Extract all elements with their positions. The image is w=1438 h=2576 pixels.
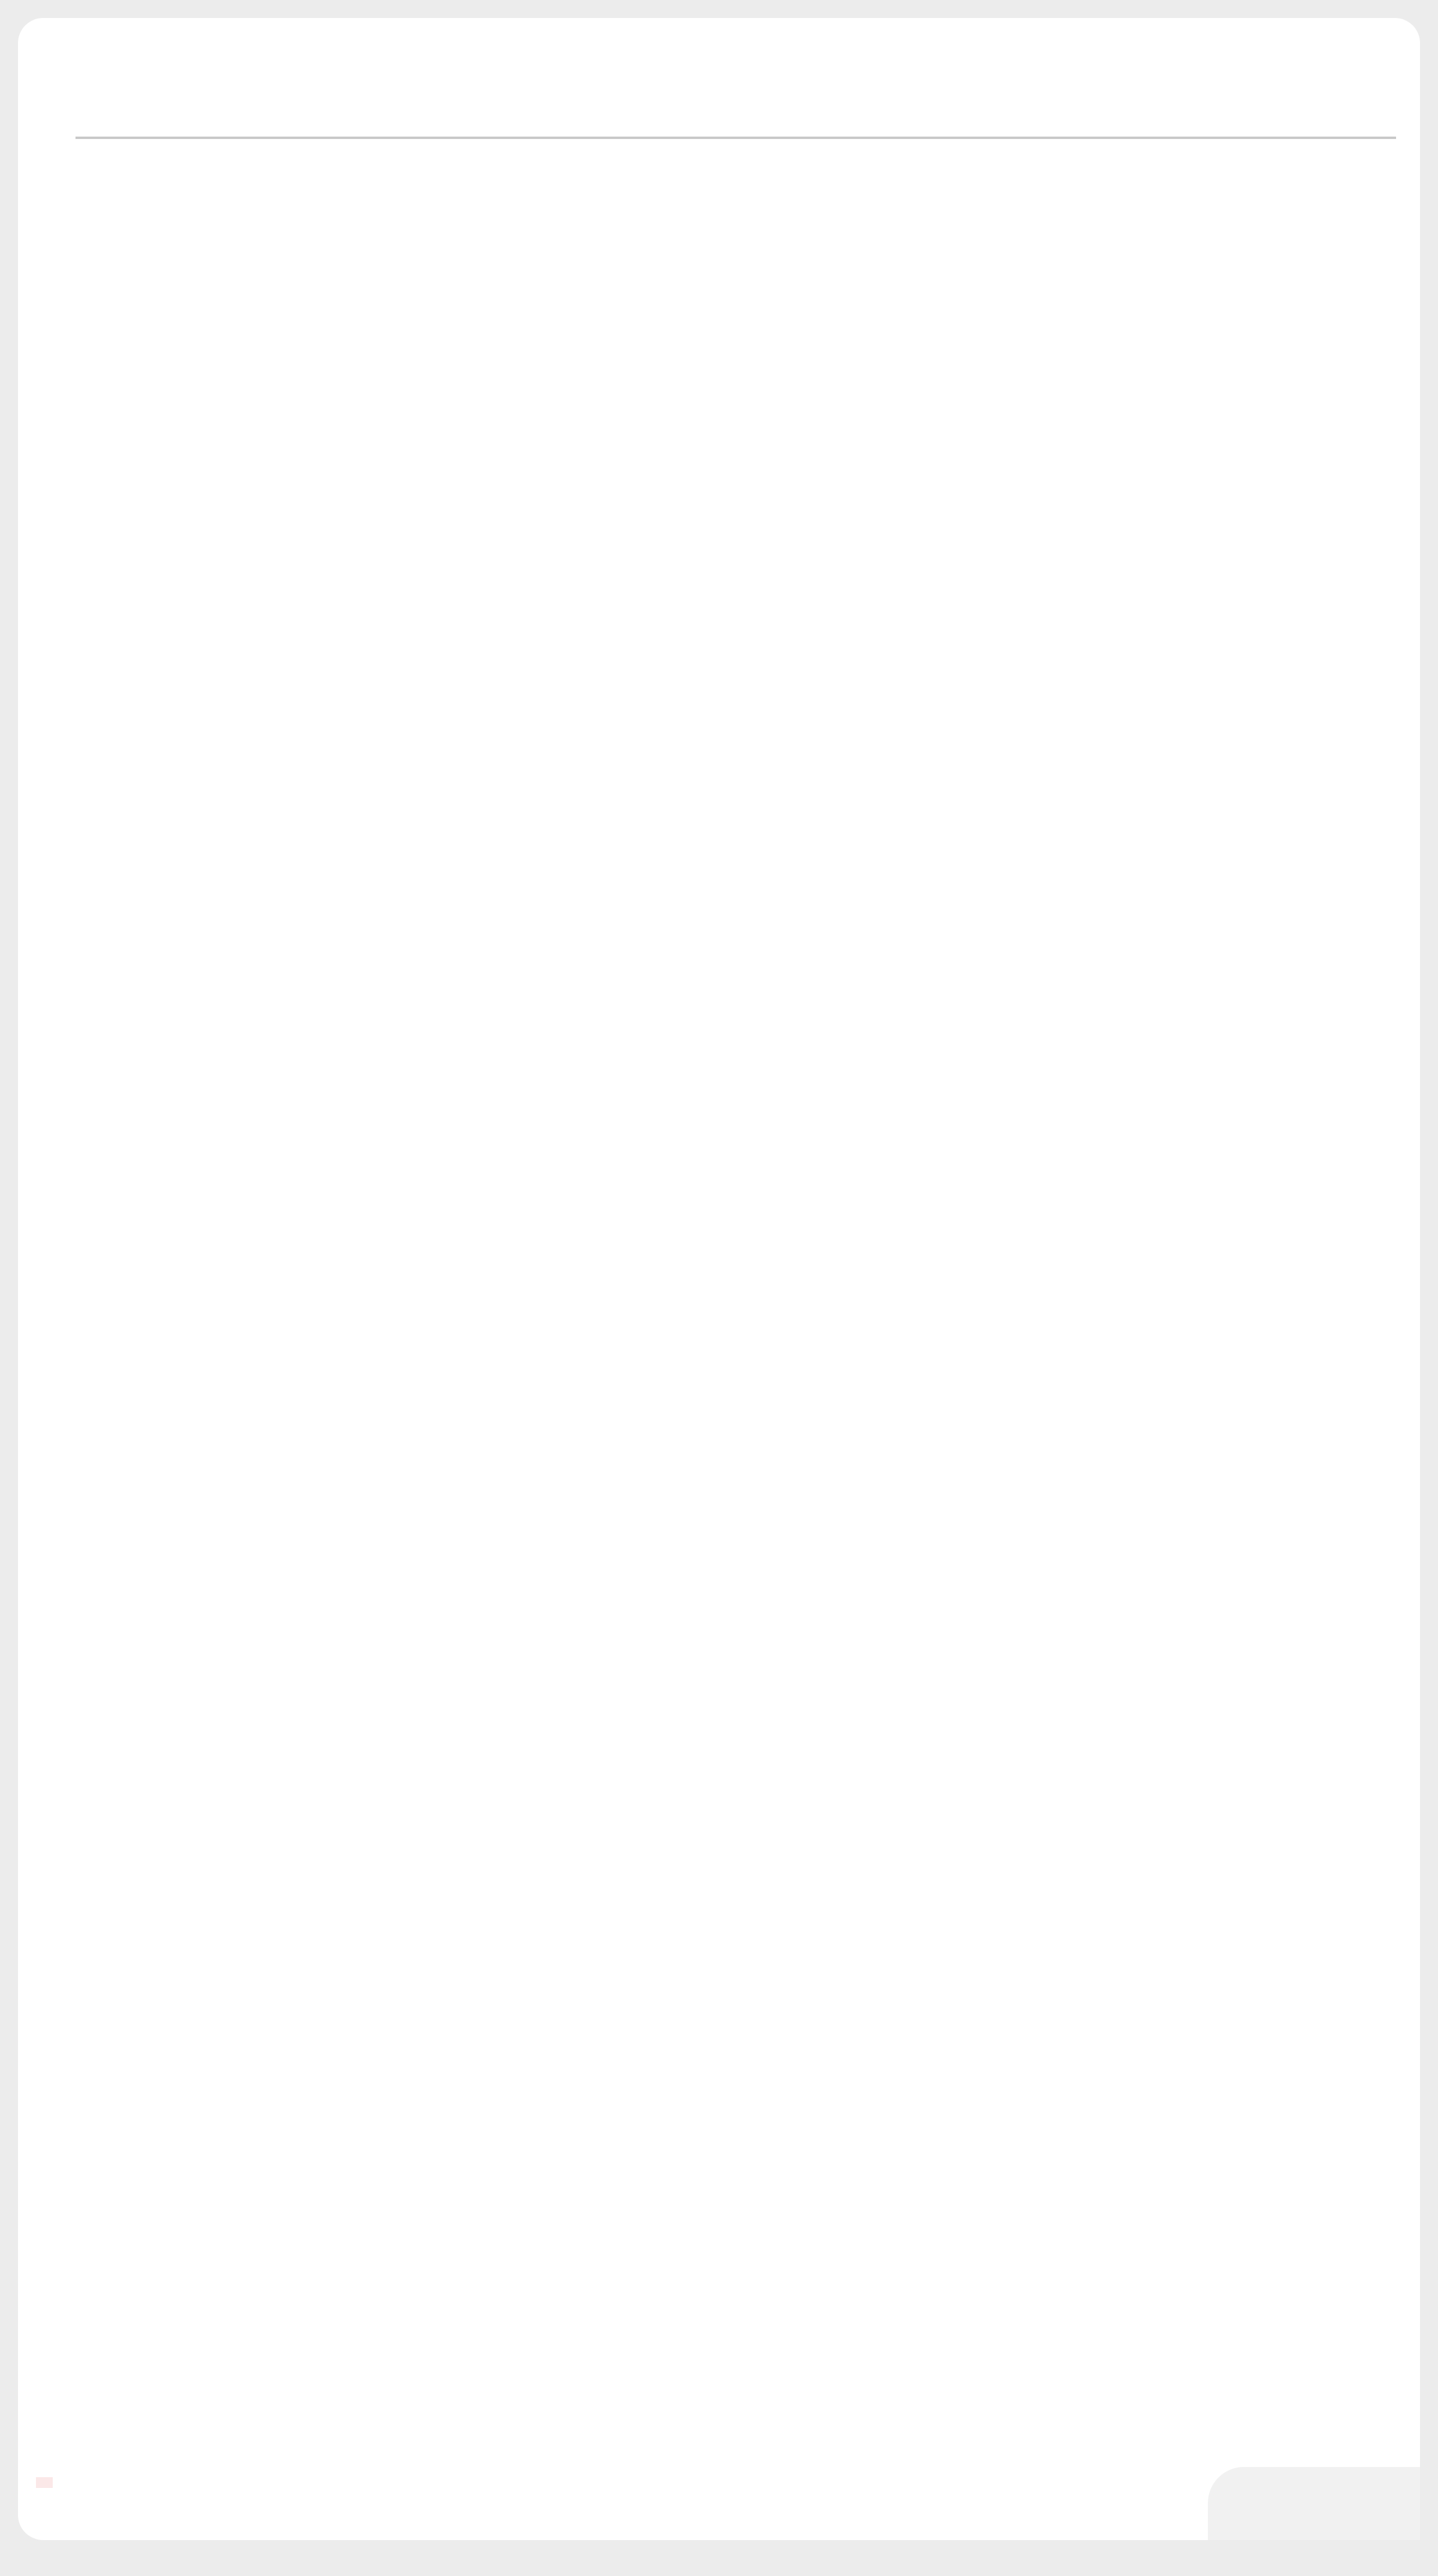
- footnotes: [36, 2473, 53, 2490]
- title-divider: [75, 137, 1396, 139]
- event-swatch: [36, 2477, 53, 2488]
- release-calendar-card: [18, 18, 1420, 2540]
- nomura-logo-box: [1208, 2467, 1420, 2540]
- value-legend: [1324, 157, 1360, 180]
